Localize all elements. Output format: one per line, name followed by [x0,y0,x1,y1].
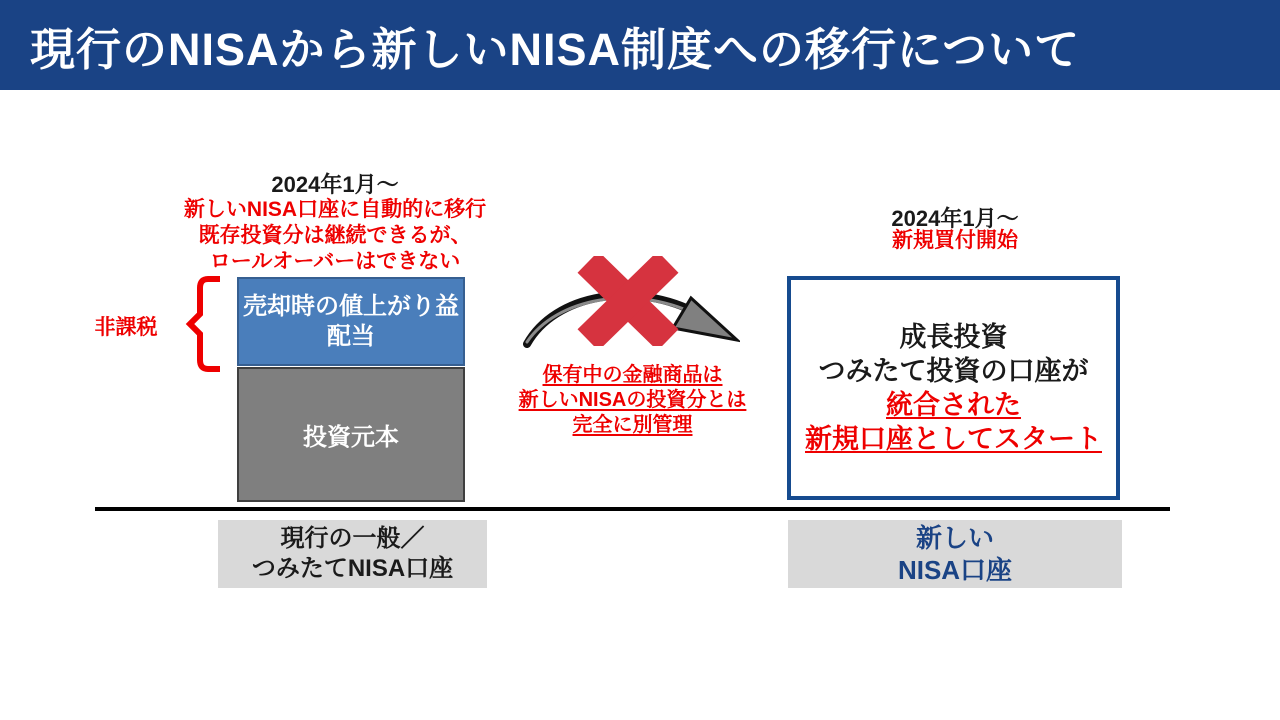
new-account-box [787,276,1120,500]
left-start-date: 2024年1月～ [271,172,399,197]
mid-note-line-2: 新しいNISAの投資分とは [518,389,747,411]
account-box-line-4: 新規口座としてスタート [805,424,1102,454]
left-note-line-1: 新しいNISA口座に自動的に移行 [183,198,487,221]
left-brace-icon [184,274,228,374]
account-box-line-3: 統合された [886,390,1021,420]
current-nisa-label-line-1: 現行の一般／ [280,525,425,552]
right-start-date: 2024年1月～ [891,206,1019,231]
timeline-baseline [95,507,1170,511]
left-note-line-2: 既存投資分は継続できるが、 [198,224,472,247]
gain-box-line-1: 売却時の値上がり益 [243,292,459,320]
new-nisa-label [788,520,1122,588]
current-nisa-label [218,520,487,588]
left-migration-note [140,197,530,275]
current-nisa-label-line-2: つみたてNISA口座 [251,555,454,582]
new-nisa-label-line-2: NISA口座 [897,555,1013,585]
mid-note-line-1: 保有中の金融商品は [542,364,723,386]
left-note-line-3: ロールオーバーはできない [209,250,461,273]
x-mark-icon [572,256,684,346]
new-purchase-note: 新規買付開始 [892,229,1018,252]
separate-management-note [500,363,765,438]
principal-box [237,367,465,502]
new-nisa-label-line-1: 新しい [915,523,994,553]
account-box-line-2: つみたて投資の口座が [818,356,1089,386]
principal-box-label: 投資元本 [303,424,399,451]
header-bar [0,0,1280,90]
account-box-line-1: 成長投資 [899,322,1008,352]
page-title: 現行のNISAから新しいNISA制度への移行について [30,23,1081,75]
gain-box-line-2: 配当 [327,322,375,350]
capital-gains-box [237,277,465,366]
mid-note-line-3: 完全に別管理 [572,414,693,436]
tax-free-label: 非課税 [94,316,158,339]
